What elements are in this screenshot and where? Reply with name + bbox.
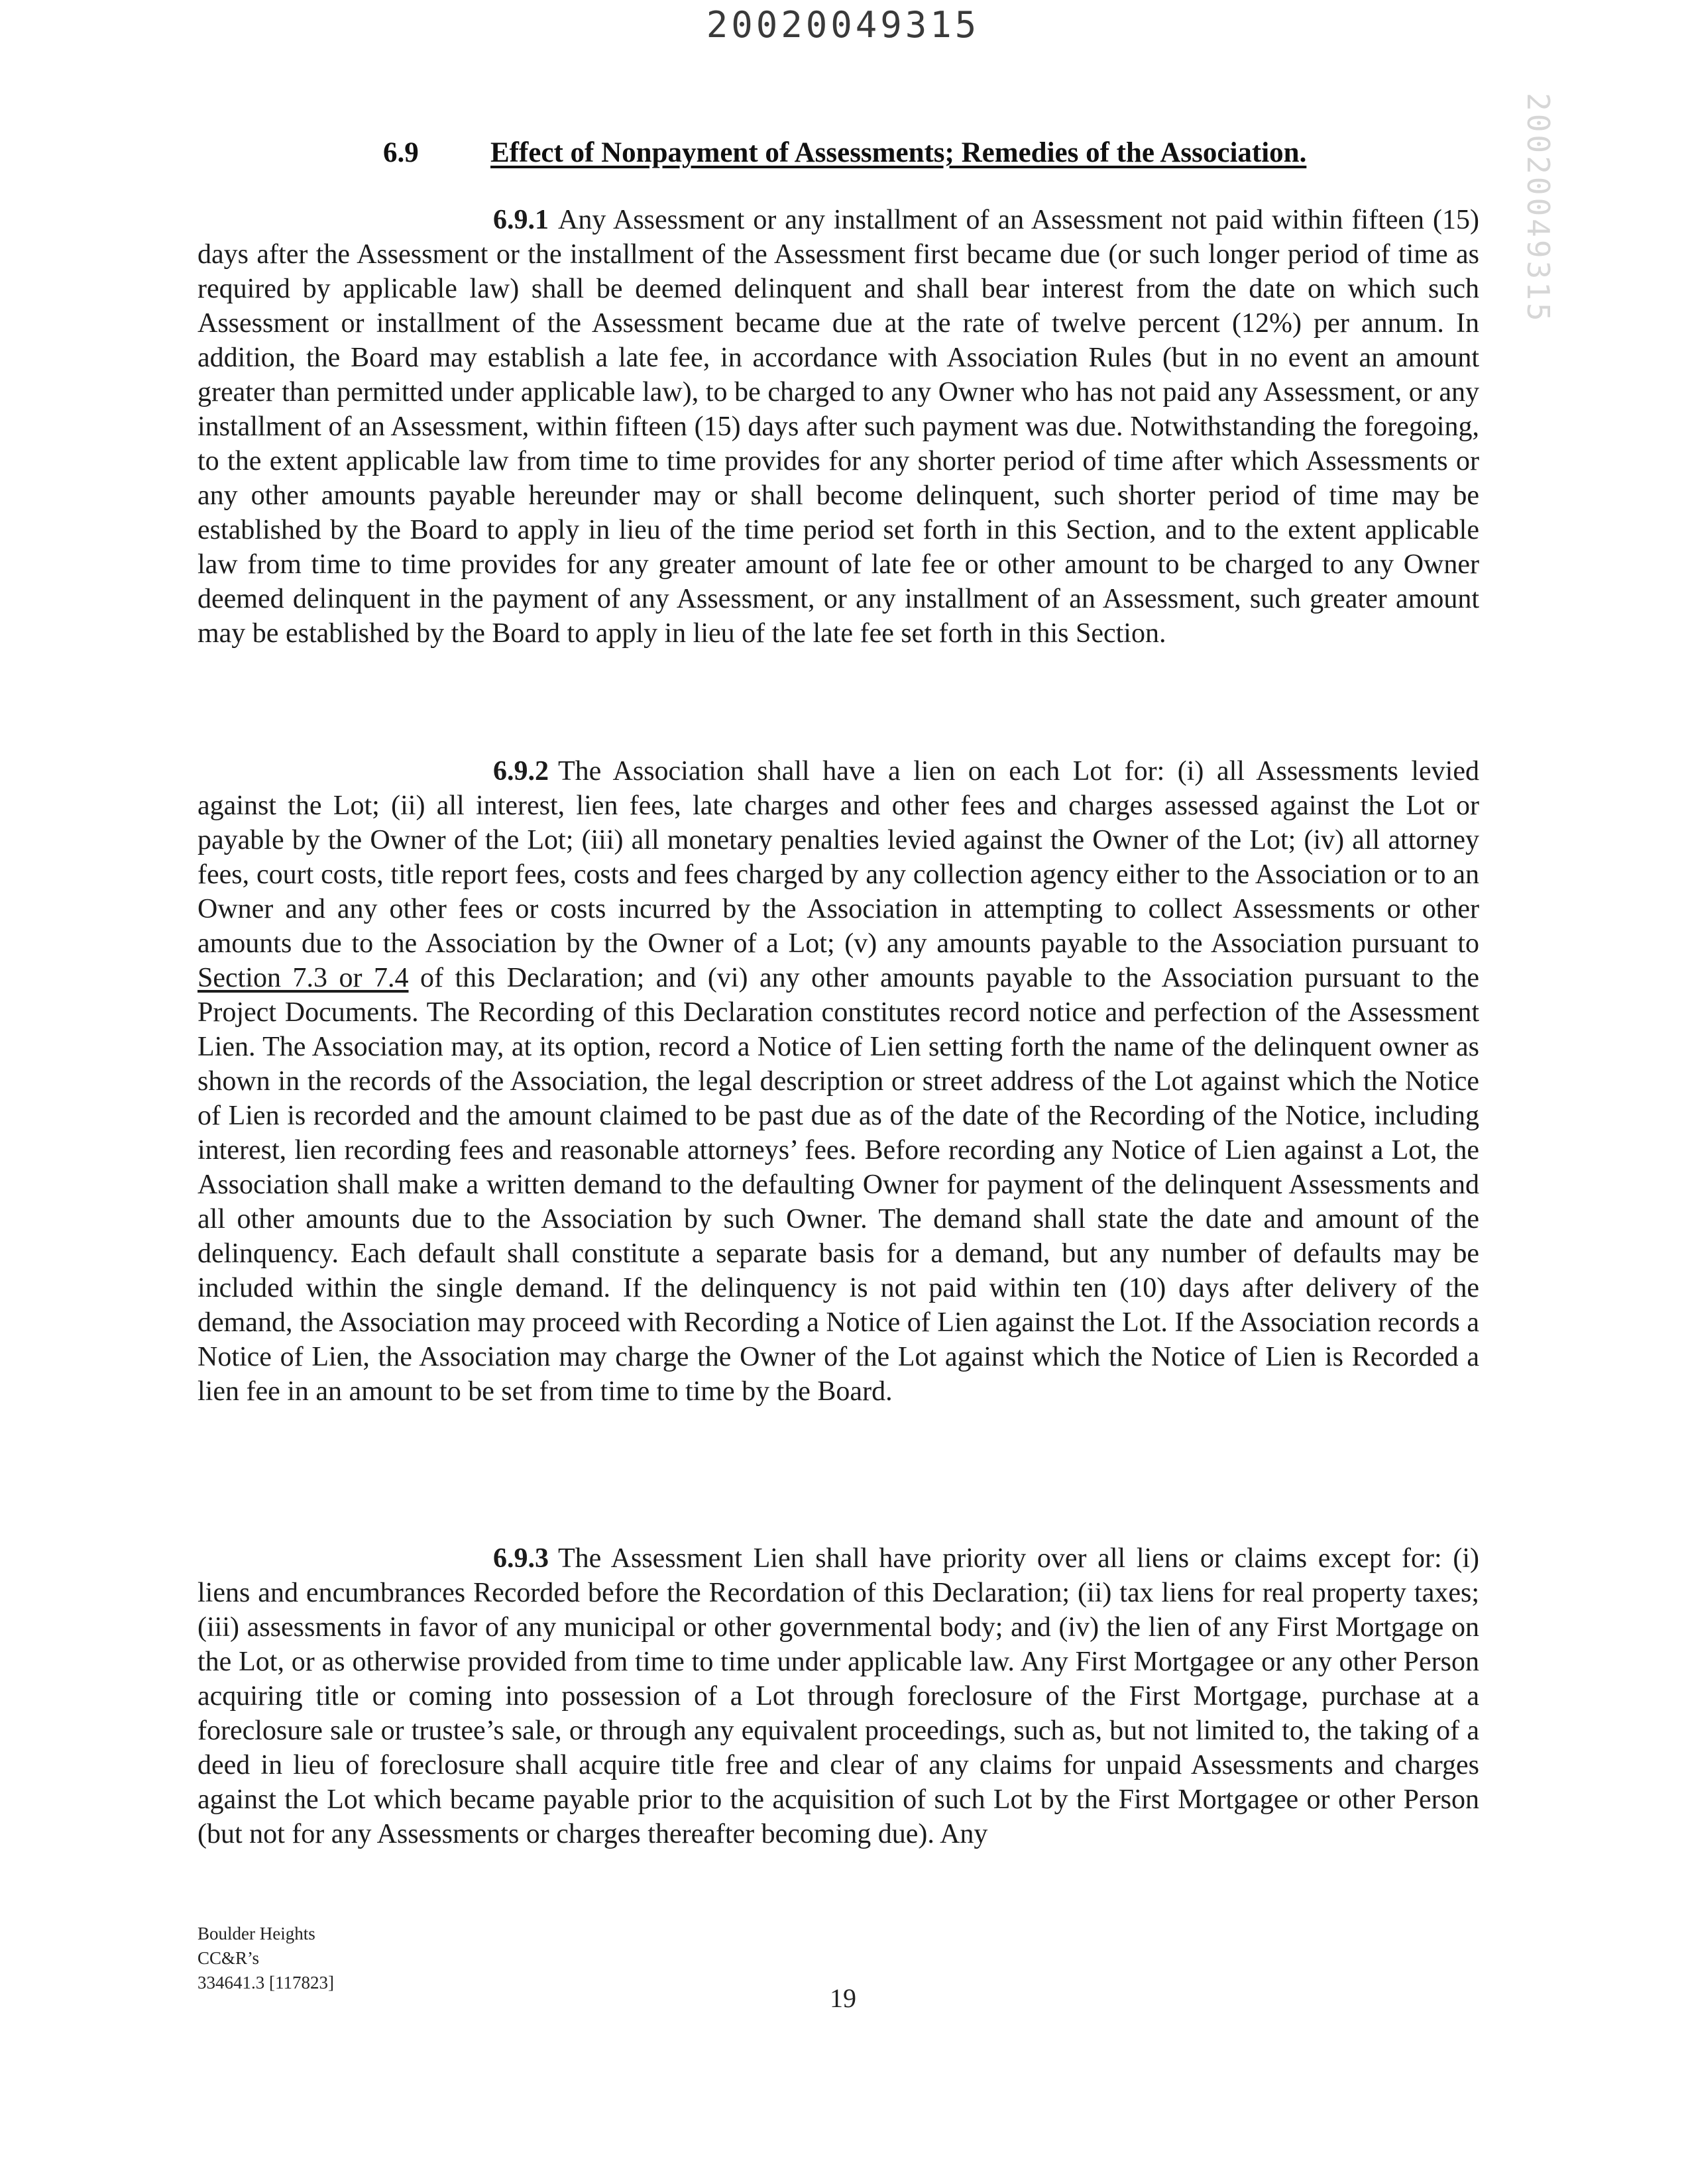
page-number: 19 [830, 1983, 856, 2013]
paragraph-number: 6.9.2 [493, 756, 549, 787]
paragraph-6-9-3 [197, 1541, 1479, 1851]
document-number: 20020049315 [706, 4, 980, 46]
paragraph-text: The Assessment Lien shall have priority over all liens or claims except for: (i) liens and encumbrances Recorded before the Recordation of this Declaration; (ii) tax liens for real property taxes; (iii) assessments in favor of any municipal or other governmental body; and (iv) the lien of any First Mortgage on the Lot, or as otherwise provided from time to time under applicable law. Any First Mortgagee or any other Person acquiring title or coming into possession of a Lot through foreclosure of the First Mortgage, purchase at a foreclosure sale or trustee’s sale, or through any equivalent proceedings, such as, but not limited to, the taking of a deed in lieu of foreclosure shall acquire title free and clear of any claims for unpaid Assessments and charges against the Lot which became payable prior to the acquisition of such Lot by the First Mortgagee or other Person (but not for any Assessments or charges thereafter becoming due). Any [197, 1543, 1479, 1849]
section-reference: Section 7.3 or 7.4 [197, 963, 409, 993]
footer-document-id: 334641.3 [117823] [197, 1973, 334, 1993]
side-stamp: 20020049315 [1520, 93, 1556, 324]
paragraph-6-9-2 [197, 754, 1479, 1409]
paragraph-number: 6.9.3 [493, 1543, 549, 1574]
footer-document-type: CC&R’s [197, 1948, 260, 1968]
section-number: 6.9 [383, 137, 419, 168]
paragraph-number: 6.9.1 [493, 205, 549, 235]
paragraph-text: of this Declaration; and (vi) any other amounts payable to the Association pursuant to the Project Documents. The Recording of this Declaration constitutes record notice and perfection of the Assessment Lien. The Association may, at its option, record a Notice of Lien setting forth the name of the delinquent owner as shown in the records of the Association, the legal description or street address of the Lot against which the Notice of Lien is recorded and the amount claimed to be past due as of the date of the Recording of the Notice, including interest, lien recording fees and reasonable attorneys’ fees. Before recording any Notice of Lien against a Lot, the Association shall make a written demand to the defaulting Owner for payment of the delinquent Assessments and all other amounts due to the Association by such Owner. The demand shall state the date and amount of the delinquency. Each default shall constitute a separate basis for a demand, but any number of defaults may be included within the single demand. If the delinquency is not paid within ten (10) days after delivery of the demand, the Association may proceed with Recording a Notice of Lien against the Lot. If the Association records a Notice of Lien, the Association may charge the Owner of the Lot against which the Notice of Lien is Recorded a lien fee in an amount to be set from time to time by the Board. [197, 963, 1480, 1407]
paragraph-text: Any Assessment or any installment of an Assessment not paid within fifteen (15) days after the Assessment or the installment of the Assessment first became due (or such longer period of time as required by applicable law) shall be deemed delinquent and shall bear interest from the date on which such Assessment or installment of the Assessment became due at the rate of twelve percent (12%) per annum. In addition, the Board may establish a late fee, in accordance with Association Rules (but in no event an amount greater than permitted under applicable law), to be charged to any Owner who has not paid any Assessment, or any installment of an Assessment, within fifteen (15) days after such payment was due. Notwithstanding the foregoing, to the extent applicable law from time to time provides for any shorter period of time after which Assessments or any other amounts payable hereunder may or shall become delinquent, such shorter period of time may be established by the Board to apply in lieu of the time period set forth in this Section, and to the extent applicable law from time to time provides for any greater amount of late fee or other amount to be charged to any Owner deemed delinquent in the payment of any Assessment, or any installment of an Assessment, such greater amount may be established by the Board to apply in lieu of the late fee set forth in this Section. [197, 205, 1479, 649]
paragraph-text: The Association shall have a lien on each Lot for: (i) all Assessments levied against the Lot; (ii) all interest, lien fees, late charges and other fees and charges assessed against the Lot or payable by the Owner of the Lot; (iii) all monetary penalties levied against the Owner of the Lot; (iv) all attorney fees, court costs, title report fees, costs and fees charged by any collection agency either to the Association or to an Owner and any other fees or costs incurred by the Association in attempting to collect Assessments or other amounts due to the Association by the Owner of a Lot; (v) any amounts payable to the Association pursuant to [197, 756, 1479, 959]
footer-project-name: Boulder Heights [197, 1924, 315, 1943]
paragraph-6-9-1 [197, 203, 1479, 651]
section-title: Effect of Nonpayment of Assessments; Remedies of the Association. [490, 137, 1307, 168]
